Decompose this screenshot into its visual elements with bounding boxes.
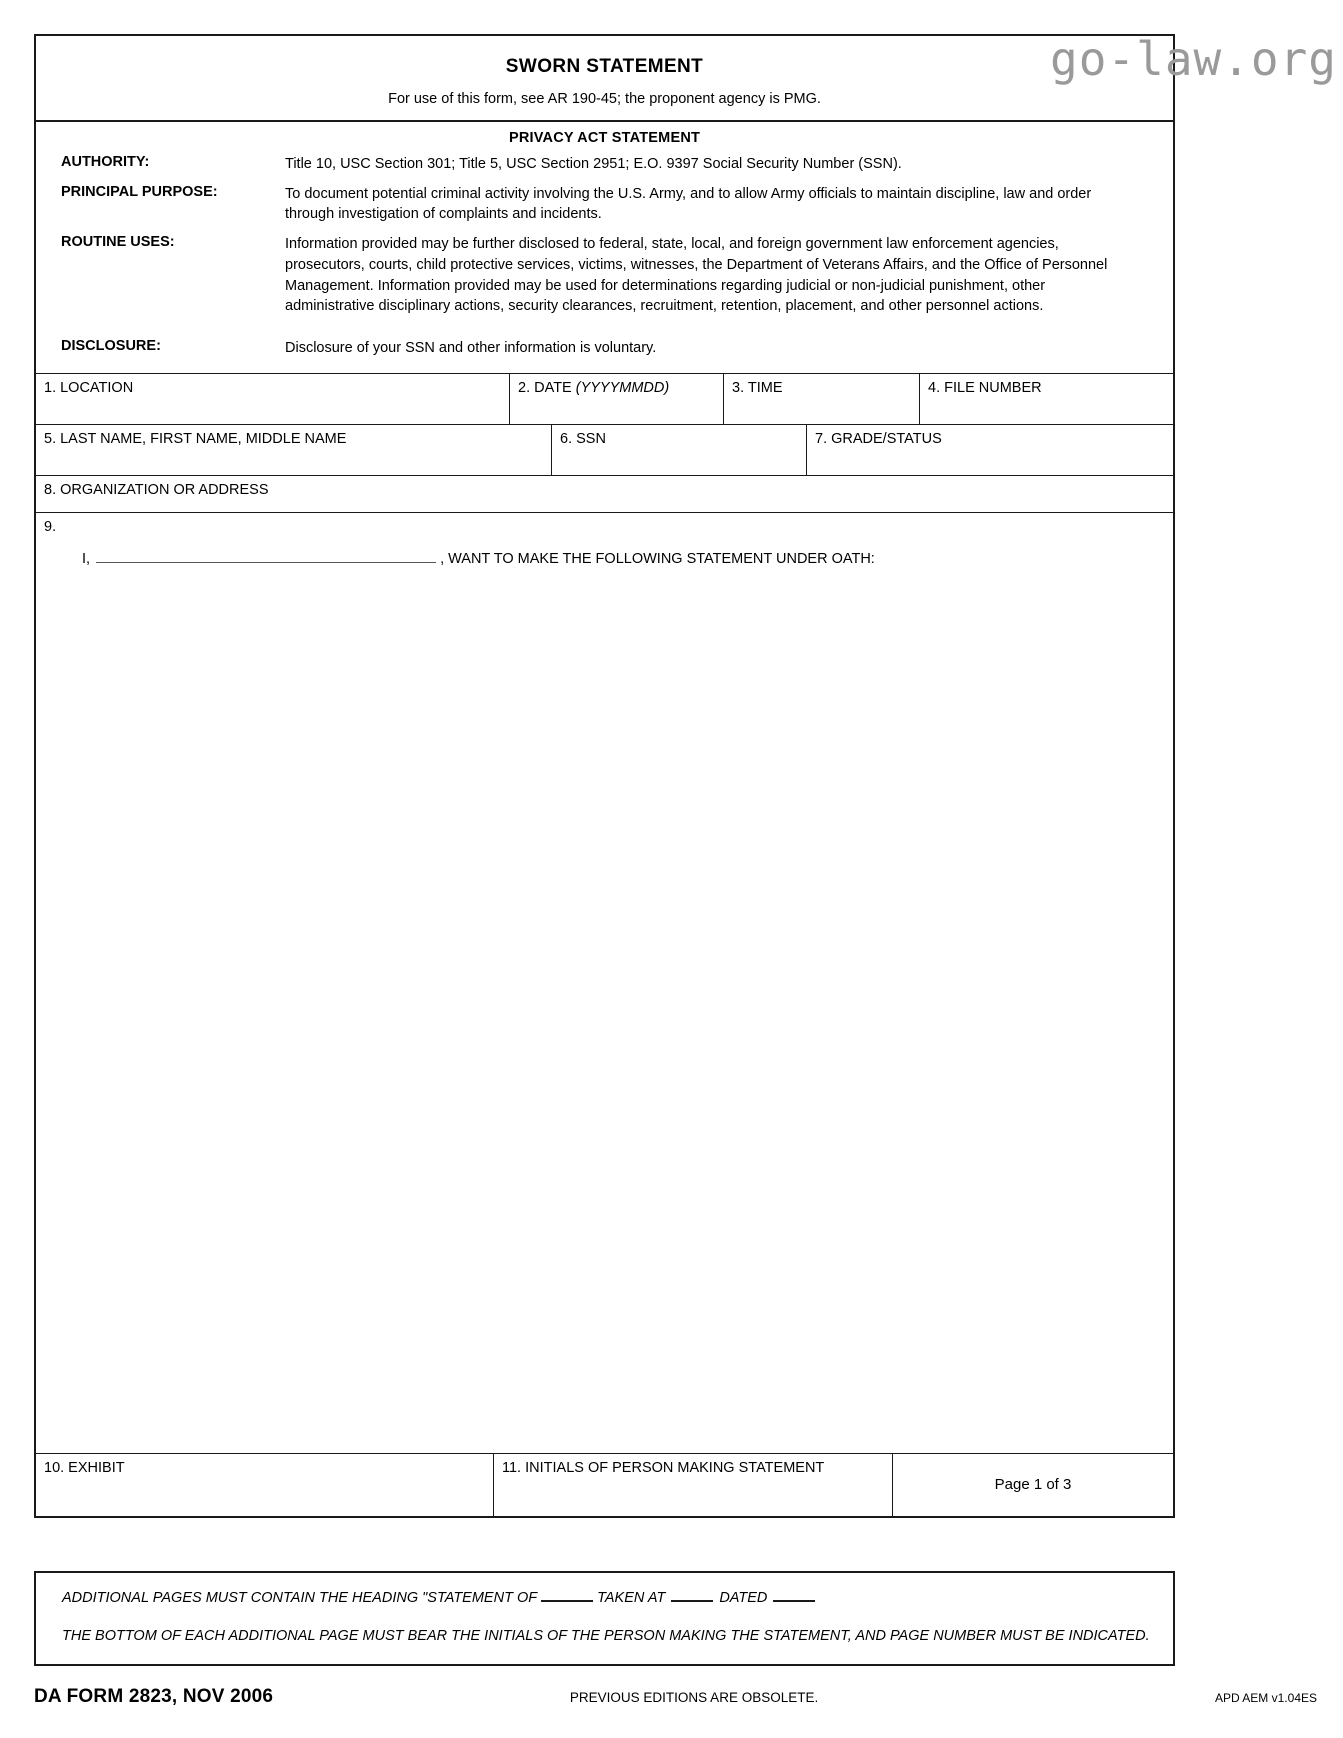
field-exhibit[interactable] [36, 1454, 494, 1516]
field-location-label: 1. LOCATION [44, 379, 134, 396]
principal-purpose-text: To document potential criminal activity involving the U.S. Army, and to allow Army officials to maintain discipline, law and order through investigation of complaints and incidents. [285, 185, 1092, 223]
field-file-number-label: 4. FILE NUMBER [928, 379, 1042, 396]
field-grade-status[interactable] [807, 425, 1173, 475]
form-header [36, 36, 1173, 122]
field-organization[interactable] [36, 476, 1173, 512]
notice-part-2: TAKEN AT [597, 1590, 666, 1606]
form-footer [34, 1686, 1317, 1708]
page-number-cell [893, 1454, 1173, 1516]
field-initials[interactable] [494, 1454, 893, 1516]
notice-blank-dated[interactable] [773, 1587, 815, 1602]
field-row-2 [36, 425, 1173, 476]
field-date-label: 2. DATE [518, 379, 572, 396]
field-organization-label: 8. ORGANIZATION OR ADDRESS [44, 481, 269, 498]
oath-name-blank[interactable] [96, 547, 436, 563]
obsolete-notice: PREVIOUS EDITIONS ARE OBSOLETE. [569, 1690, 819, 1705]
form-identifier: DA FORM 2823, NOV 2006 [34, 1686, 274, 1707]
additional-pages-notice [36, 1573, 1173, 1664]
additional-pages-notice-box [34, 1571, 1175, 1666]
privacy-row-principal-purpose [36, 184, 1173, 225]
privacy-row-disclosure [36, 338, 1173, 359]
notice-line-1 [62, 1587, 1155, 1609]
sworn-statement-form [34, 34, 1175, 1518]
field-date[interactable] [510, 374, 724, 424]
field-time[interactable] [724, 374, 920, 424]
field-statement-body[interactable] [36, 513, 1173, 1454]
routine-uses-label: ROUTINE USES: [61, 234, 175, 251]
oath-line [44, 547, 1173, 567]
field-row-3 [36, 476, 1173, 513]
authority-label: AUTHORITY: [61, 154, 150, 170]
field-location[interactable] [36, 374, 510, 424]
field-row-1 [36, 374, 1173, 425]
field-initials-label: 11. INITIALS OF PERSON MAKING STATEMENT [502, 1459, 825, 1476]
privacy-act-title: PRIVACY ACT STATEMENT [508, 130, 701, 146]
field-exhibit-label: 10. EXHIBIT [44, 1459, 125, 1476]
disclosure-label: DISCLOSURE: [61, 338, 161, 355]
field-ssn-label: 6. SSN [560, 430, 606, 447]
privacy-row-routine-uses [36, 234, 1173, 317]
notice-blank-statement-of[interactable] [541, 1587, 593, 1602]
field-row-4 [36, 1454, 1173, 1516]
form-subtitle: For use of this form, see AR 190-45; the proponent agency is PMG. [388, 91, 821, 107]
page-number: Page 1 of 3 [994, 1476, 1072, 1494]
field-file-number[interactable] [920, 374, 1173, 424]
authority-text: Title 10, USC Section 301; Title 5, USC Section 2951; E.O. 9397 Social Security Number (SSN). [285, 156, 902, 172]
oath-prefix: I, [82, 550, 91, 567]
notice-part-1: ADDITIONAL PAGES MUST CONTAIN THE HEADING "STATEMENT OF [62, 1590, 538, 1606]
privacy-spacer [36, 326, 1173, 338]
oath-suffix: , WANT TO MAKE THE FOLLOWING STATEMENT UNDER OATH: [440, 550, 875, 567]
disclosure-text: Disclosure of your SSN and other information is voluntary. [285, 340, 657, 357]
apd-version: APD AEM v1.04ES [1214, 1691, 1317, 1705]
privacy-act-section [36, 122, 1173, 374]
notice-blank-taken-at[interactable] [671, 1587, 713, 1602]
section-9-number: 9. [44, 518, 57, 535]
routine-uses-text: Information provided may be further disclosed to federal, state, local, and foreign government law enforcement agencies, prosecutors, courts, child protective services, victims, witnesses, the Department of Veterans Affairs, and the Office of Personnel Management. Information provided may be used for determinations regarding judicial or non-judicial punishment, other administrative disciplinary actions, security clearances, recruitment, retention, placement, and other personnel actions. [285, 236, 1108, 315]
field-name-label: 5. LAST NAME, FIRST NAME, MIDDLE NAME [44, 430, 347, 447]
principal-purpose-label: PRINCIPAL PURPOSE: [61, 183, 218, 200]
field-time-label: 3. TIME [732, 379, 783, 396]
notice-part-3: DATED [719, 1590, 768, 1606]
field-date-format: (YYYYMMDD) [575, 379, 670, 396]
notice-line-2: THE BOTTOM OF EACH ADDITIONAL PAGE MUST BEAR THE INITIALS OF THE PERSON MAKING THE STATEMENT, AND PAGE NUMBER MUST BE INDICATED. [62, 1628, 1150, 1645]
watermark-text: go-law.org [1050, 32, 1337, 86]
field-ssn[interactable] [552, 425, 807, 475]
field-name[interactable] [36, 425, 552, 475]
page-title: SWORN STATEMENT [505, 56, 704, 77]
privacy-row-authority [36, 154, 1173, 175]
field-grade-status-label: 7. GRADE/STATUS [815, 430, 942, 447]
